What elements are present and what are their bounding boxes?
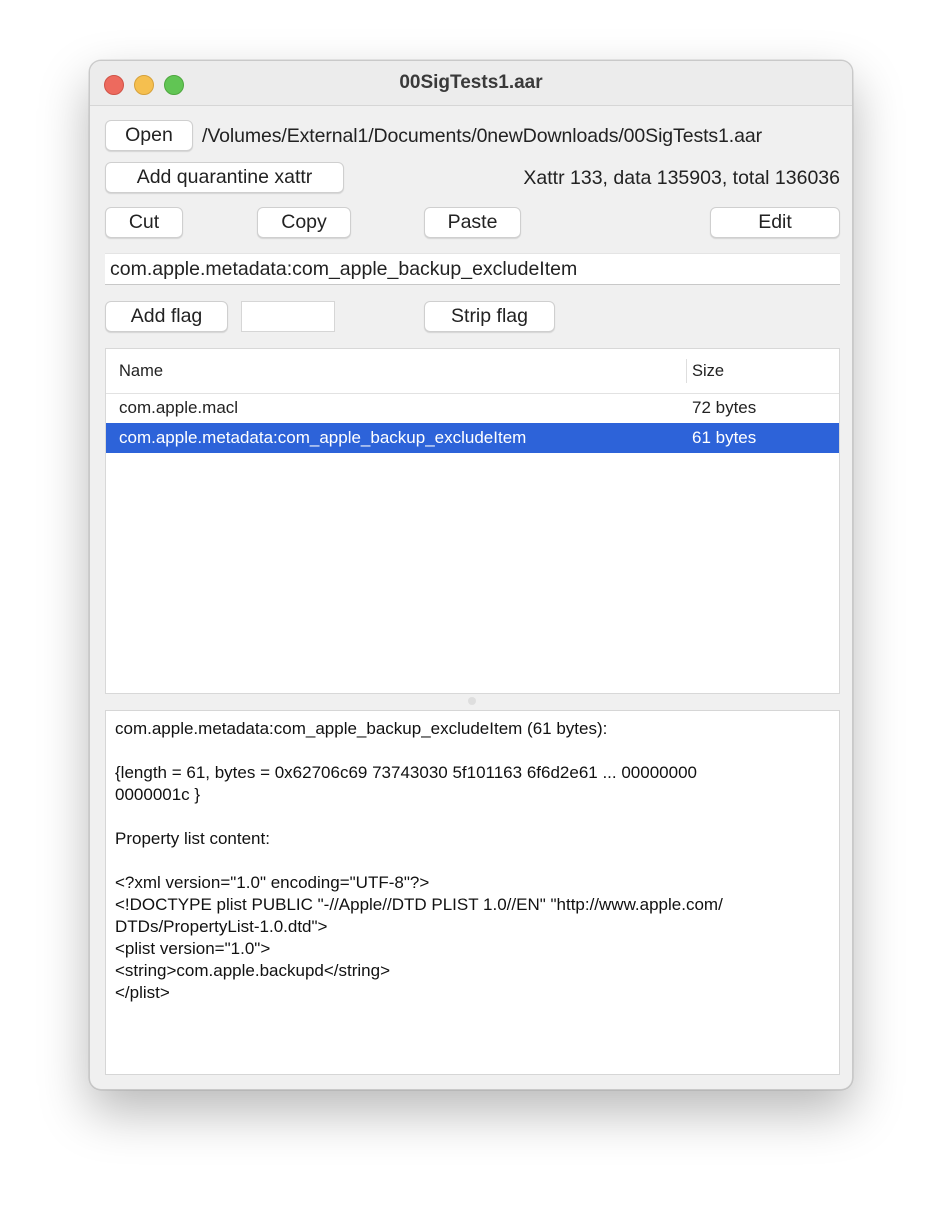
row-name-cell: com.apple.macl <box>119 398 239 417</box>
column-divider[interactable] <box>686 359 687 383</box>
detail-line: Property list content: <box>115 829 270 848</box>
divider-handle[interactable] <box>468 697 476 705</box>
row-name-cell: com.apple.metadata:com_apple_backup_excludeItem <box>119 428 527 447</box>
xattr-table[interactable] <box>105 348 840 694</box>
xattr-name-field[interactable]: com.apple.metadata:com_apple_backup_excludeItem <box>105 253 840 285</box>
edit-button[interactable]: Edit <box>710 207 840 238</box>
table-row-selected[interactable] <box>106 423 839 453</box>
app-window <box>89 60 853 1090</box>
column-header-name[interactable]: Name <box>119 362 164 380</box>
strip-flag-button[interactable]: Strip flag <box>424 301 555 332</box>
column-header-size[interactable]: Size <box>692 362 725 380</box>
detail-line: </plist> <box>115 983 170 1002</box>
xattr-stats: Xattr 133, data 135903, total 136036 <box>523 167 840 189</box>
detail-line: <string>com.apple.backupd</string> <box>115 961 391 980</box>
title-bar[interactable] <box>90 61 852 106</box>
detail-line: com.apple.metadata:com_apple_backup_excludeItem (61 bytes): <box>115 719 608 738</box>
table-header <box>106 349 839 394</box>
add-quarantine-xattr-button[interactable]: Add quarantine xattr <box>105 162 344 193</box>
add-flag-button[interactable]: Add flag <box>105 301 228 332</box>
window-title: 00SigTests1.aar <box>399 72 543 93</box>
detail-line: 0000001c } <box>115 785 201 804</box>
detail-line <box>115 806 830 828</box>
flag-input[interactable] <box>241 301 335 332</box>
open-button[interactable]: Open <box>105 120 193 151</box>
detail-line: DTDs/PropertyList-1.0.dtd"> <box>115 917 328 936</box>
split-view-divider[interactable] <box>105 694 840 709</box>
file-path: /Volumes/External1/Documents/0newDownloads/00SigTests1.aar <box>202 125 763 147</box>
paste-button[interactable]: Paste <box>424 207 521 238</box>
detail-line: {length = 61, bytes = 0x62706c69 73743030 5f101163 6f6d2e61 ... 00000000 <box>115 763 697 782</box>
table-row[interactable] <box>106 393 839 423</box>
copy-button[interactable]: Copy <box>257 207 351 238</box>
detail-line: <?xml version="1.0" encoding="UTF-8"?> <box>115 873 430 892</box>
detail-line <box>115 850 830 872</box>
row-size-cell: 72 bytes <box>692 398 757 417</box>
detail-line <box>115 740 830 762</box>
row-size-cell: 61 bytes <box>692 428 757 447</box>
cut-button[interactable]: Cut <box>105 207 183 238</box>
detail-line: <plist version="1.0"> <box>115 939 271 958</box>
detail-text-view[interactable] <box>105 710 840 1075</box>
detail-line: <!DOCTYPE plist PUBLIC "-//Apple//DTD PLIST 1.0//EN" "http://www.apple.com/ <box>115 895 723 914</box>
